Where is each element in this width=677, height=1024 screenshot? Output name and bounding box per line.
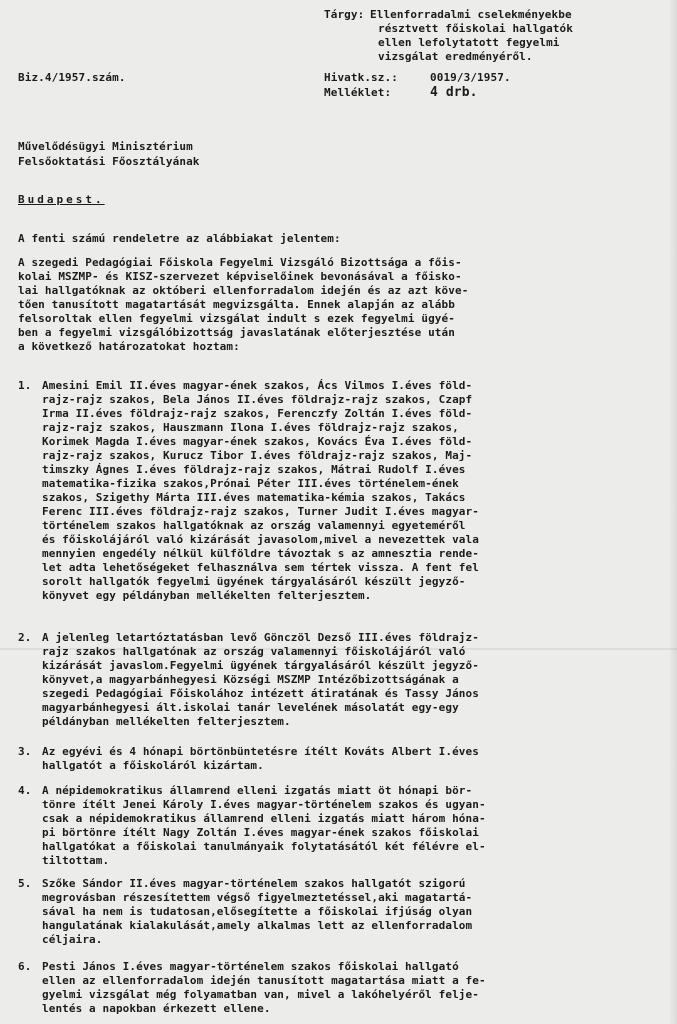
item-number: 3.: [18, 745, 32, 758]
subject-line: ellen lefolytatott fegyelmi: [378, 36, 560, 49]
subject-line: vizsgálat eredményéről.: [378, 50, 533, 63]
item-line: rajz-rajz szakos, Kurucz Tibor I.éves földrajz-rajz szakos, Maj-: [42, 449, 473, 462]
item-line: Irma II.éves földrajz-rajz szakos, Ferenczfy Zoltán I.éves föld-: [42, 407, 473, 420]
item-line: hallgatót a főiskoláról kizártam.: [42, 759, 264, 772]
melleklet-value: 4 drb.: [430, 85, 478, 100]
main-paragraph: [18, 256, 468, 354]
item-line: mennyien engedély nélkül külföldre távoztak s az amnesztia rende-: [42, 547, 479, 560]
list-item: [42, 745, 479, 773]
list-item: [42, 784, 486, 868]
item-line: Az egyévi és 4 hónapi börtönbüntetésre ítélt Kováts Albert I.éves: [42, 745, 479, 758]
item-number: 1.: [18, 379, 32, 392]
item-line: pi börtönre ítélt Nagy Zoltán I.éves magyar-ének szakos főiskolai: [42, 826, 479, 839]
paragraph-line: A szegedi Pedagógiai Főiskola Fegyelmi Vizsgáló Bizottsága a főis-: [18, 256, 462, 269]
item-line: megrovásban részesítettem végső figyelmeztetéssel,aki magatartá-: [42, 891, 473, 904]
item-line: rajz-rajz szakos, Bela János II.éves földrajz-rajz szakos, Czapf: [42, 393, 473, 406]
item-line: rajz szakos hallgatónak az ország valamennyi főiskolájáról való: [42, 645, 466, 658]
item-line: A népidemokratikus államrend elleni izgatás miatt öt hónapi bör-: [42, 784, 473, 797]
reference-number: Biz.4/1957.szám.: [18, 71, 126, 84]
addressee-line-2: Felsőoktatási Főosztályának: [18, 155, 200, 168]
item-line: rajz-rajz szakos, Hauszmann Ilona I.éves földrajz-rajz szakos,: [42, 421, 459, 434]
item-line: ellen az ellenforradalom idején tanusított magatartása miatt a fe-: [42, 974, 486, 987]
list-item: [42, 960, 486, 1016]
item-line: céljaira.: [42, 933, 103, 946]
item-line: szegedi Pedagógiai Főiskolához intézett átiratának és Tassy János: [42, 687, 479, 700]
item-line: tönre ítélt Jenei Károly I.éves magyar-történelem szakos és ugyan-: [42, 798, 486, 811]
item-line: Ferenc III.éves földrajz-rajz szakos, Turner Judit I.éves magyar-: [42, 505, 479, 518]
paragraph-line: ben a fegyelmi vizsgálóbizottság javaslatának előterjesztése után: [18, 326, 455, 339]
addressee-line-1: Művelődésügyi Minisztérium: [18, 140, 193, 153]
item-line: könyvet egy példányban mellékelten felterjesztem.: [42, 589, 372, 602]
item-line: sával ha nem is tudatosan,elősegítette a főiskolai ifjúság olyan: [42, 905, 473, 918]
list-item: [42, 379, 479, 603]
item-line: gyelmi vizsgálat még folyamatban van, mivel a lakóhelyéről felje-: [42, 988, 479, 1001]
subject-line: résztvett főiskolai hallgatók: [378, 22, 573, 35]
intro-line: A fenti számú rendeletre az alábbiakat jelentem:: [18, 232, 341, 245]
item-line: történelem szakos hallgatóknak az ország valamennyi egyeteméről: [42, 519, 466, 532]
item-line: példányban mellékelten felterjesztem.: [42, 715, 291, 728]
item-line: Szőke Sándor II.éves magyar-történelem szakos hallgatót szigorú: [42, 877, 466, 890]
paragraph-line: lai hallgatóknak az októberi ellenforradalom idején és az azt köve-: [18, 284, 469, 297]
paragraph-line: tően tanusított magatartását megvizsgálta. Ennek alapján az alább: [18, 298, 455, 311]
item-number: 6.: [18, 960, 32, 973]
item-line: Korimek Magda I.éves magyar-ének szakos, Kovács Éva I.éves föld-: [42, 435, 473, 448]
hivatk-value: 0019/3/1957.: [430, 71, 511, 84]
item-line: könyvet,a magyarbánhegyesi Községi MSZMP Intézőbizottságának a: [42, 673, 459, 686]
subject-block: [370, 8, 572, 64]
item-line: Pesti János I.éves magyar-történelem szakos főiskolai hallgató: [42, 960, 459, 973]
item-line: matematika-fizika szakos,Prónai Péter III.éves történelem-ének: [42, 477, 459, 490]
item-number: 2.: [18, 631, 32, 644]
item-line: hangulatának kialakulását,amely alkalmas lett az ellenforradalom: [42, 919, 473, 932]
item-line: kizárását javaslom.Fegyelmi ügyének tárgyalásáról készült jegyző-: [42, 659, 479, 672]
page-edge-shadow: [669, 0, 677, 1024]
item-line: Amesini Emil II.éves magyar-ének szakos, Ács Vilmos I.éves föld-: [42, 379, 473, 392]
list-item: [42, 631, 479, 729]
item-line: timszky Ágnes I.éves földrajz-rajz szakos, Mátrai Rudolf I.éves: [42, 463, 466, 476]
subject-line: Ellenforradalmi cselekményekbe: [370, 8, 572, 21]
paragraph-line: kolai MSZMP- és KISZ-szervezet képviselőinek bevonásával a főisko-: [18, 270, 462, 283]
addressee-city: Budapest.: [18, 193, 105, 206]
item-line: magyarbánhegyesi ált.iskolai tanár levelének másolatát egy-egy: [42, 701, 459, 714]
paragraph-line: felsoroltak ellen fegyelmi vizsgálat indult s ezek fegyelmi ügyé-: [18, 312, 455, 325]
item-line: tiltottam.: [42, 854, 110, 867]
item-line: csak a népidemokratikus államrend elleni izgatás miatt három hóna-: [42, 812, 486, 825]
item-line: let adta lehetőségeket felhasználva sem tértek vissza. A fent fel: [42, 561, 479, 574]
item-number: 5.: [18, 877, 32, 890]
item-line: lentés a napokban érkezett ellene.: [42, 1002, 271, 1015]
list-item: [42, 877, 472, 947]
item-line: A jelenleg letartóztatásban levő Gönczöl Dezső III.éves földrajz-: [42, 631, 479, 644]
item-line: sorolt hallgatók fegyelmi ügyének tárgyalásáról készült jegyző-: [42, 575, 466, 588]
item-line: és főiskolájáról való kizárását javasolom,mivel a nevezettek vala: [42, 533, 479, 546]
item-line: hallgatókat a főiskolai tanulmányaik folytatásától két félévre el-: [42, 840, 486, 853]
item-line: szakos, Szigethy Márta III.éves matematika-kémia szakos, Takács: [42, 491, 466, 504]
hivatk-label: Hivatk.sz.:: [324, 71, 398, 84]
item-number: 4.: [18, 784, 32, 797]
paragraph-line: a következő határozatokat hoztam:: [18, 340, 240, 353]
melleklet-label: Melléklet:: [324, 86, 392, 99]
subject-label: Tárgy:: [324, 8, 365, 21]
